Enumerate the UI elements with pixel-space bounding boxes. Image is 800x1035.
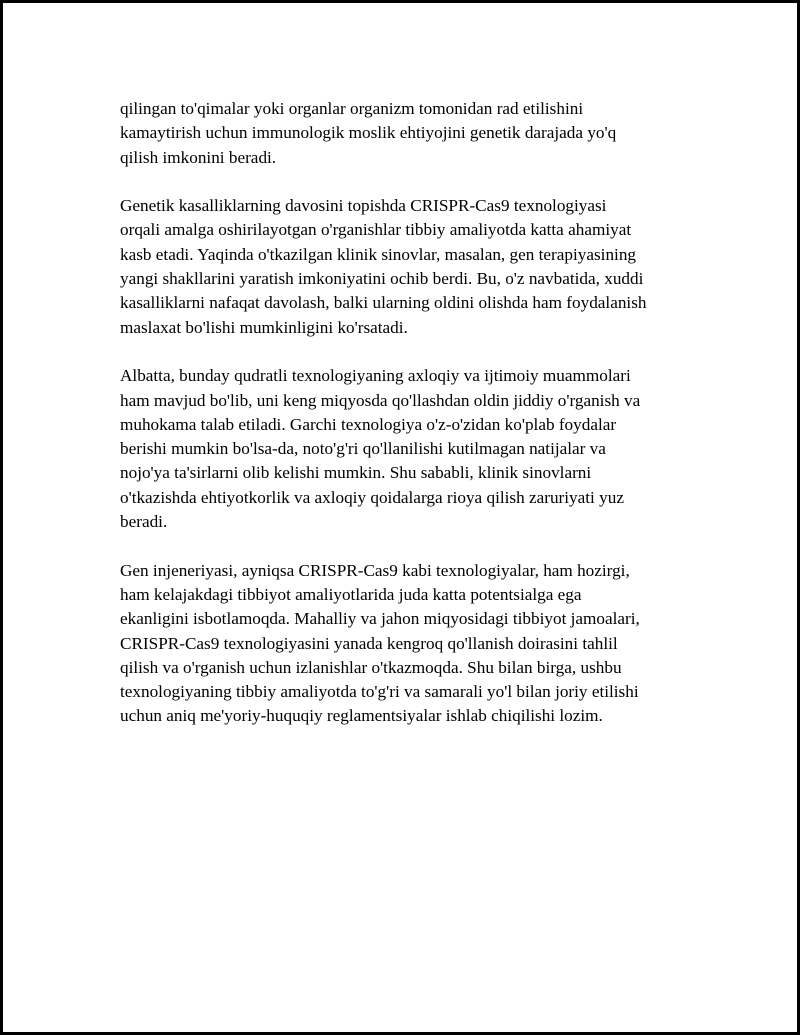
- document-body: [120, 97, 700, 729]
- paragraph-2: Genetik kasalliklarning davosini topishda CRISPR-Cas9 texnologiyasi orqali amalga oshirilayotgan o'rganishlar tibbiy amaliyotda katta ahamiyat kasb etadi. Yaqinda o'tkazilgan klinik sinovlar, masalan, gen terapiyasining yangi shakllarini yaratish imkoniyatini ochib berdi. Bu, o'z navbatida, xuddi kasalliklarni nafaqat davolash, balki ularning oldini olishda ham foydalanish maslaxat bo'lishi mumkinligini ko'rsatadi.: [120, 196, 647, 337]
- paragraph-4: Gen injeneriyasi, ayniqsa CRISPR-Cas9 kabi texnologiyalar, ham hozirgi, ham kelajakdagi tibbiyot amaliyotlarida juda katta potentsialga ega ekanligini isbotlamoqda. Mahalliy va jahon miqyosidagi tibbiyot jamoalari, CRISPR-Cas9 texnologiyasini yanada kengroq qo'llanish doirasini tahlil qilish va o'rganish uchun izlanishlar o'tkazmoqda. Shu bilan birga, ushbu texnologiyaning tibbiy amaliyotda to'g'ri va samarali yo'l bilan joriy etilishi uchun aniq me'yoriy-huquqiy reglamentsiyalar ishlab chiqilishi lozim.: [120, 560, 640, 726]
- paragraph-1: qilingan to'qimalar yoki organlar organizm tomonidan rad etilishini kamaytirish uchun immunologik moslik ehtiyojini genetik darajada yo'q qilish imkonini beradi.: [120, 99, 617, 167]
- paragraph-3: Albatta, bunday qudratli texnologiyaning axloqiy va ijtimoiy muammolari ham mavjud bo'lib, uni keng miqyosda qo'llashdan oldin jiddiy o'rganish va muhokama talab etiladi. Garchi texnologiya o'z-o'zidan ko'plab foydalar berishi mumkin bo'lsa-da, noto'g'ri qo'llanilishi kutilmagan natijalar va nojo'ya ta'sirlarni olib kelishi mumkin. Shu sababli, klinik sinovlarni o'tkazishda ehtiyotkorlik va axloqiy qoidalarga rioya qilish zaruriyati yuz beradi.: [120, 366, 641, 532]
